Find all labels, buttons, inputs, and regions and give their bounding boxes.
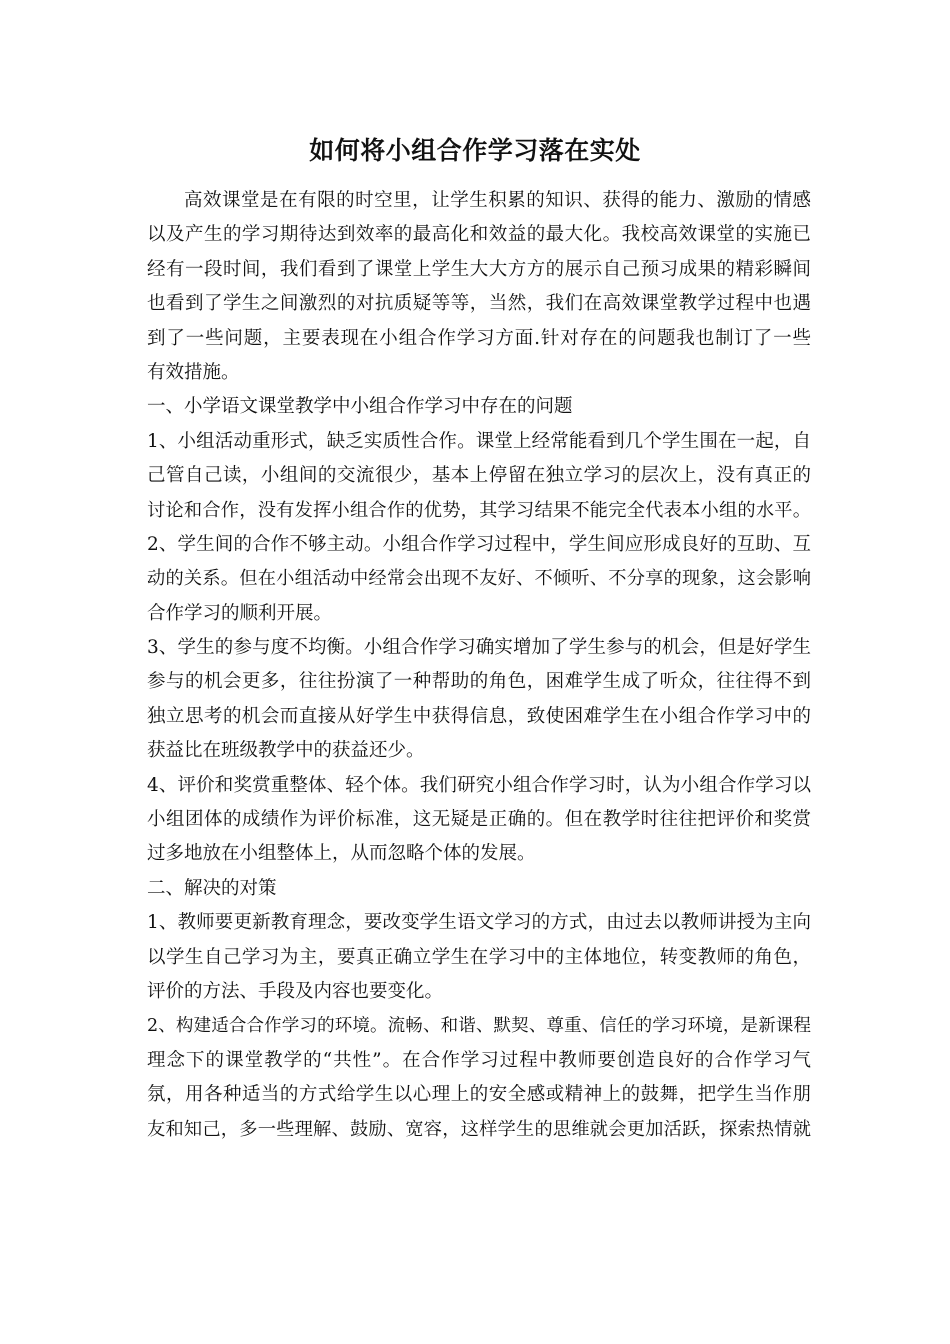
text-line: 一、小学语文课堂教学中小组合作学习中存在的问题	[147, 396, 573, 418]
text-line: 2、学生间的合作不够主动。小组合作学习过程中，学生间应形成良好的互助、互	[147, 533, 811, 555]
text-line: 评价的方法、手段及内容也要变化。	[147, 980, 444, 1002]
document-body	[147, 184, 811, 1147]
text-line: 以学生自己学习为主，要真正确立学生在学习中的主体地位，转变教师的角色，	[147, 946, 811, 968]
text-line: 到了一些问题，主要表现在小组合作学习方面.针对存在的问题我也制订了一些	[147, 327, 811, 349]
text-line: 参与的机会更多，往往扮演了一种帮助的角色，困难学生成了听众，往往得不到	[147, 671, 811, 693]
text-line: 过多地放在小组整体上，从而忽略个体的发展。	[147, 843, 536, 865]
text-line: 1、教师要更新教育理念，要改变学生语文学习的方式，由过去以教师讲授为主向	[147, 912, 811, 934]
text-line: 氛，用各种适当的方式给学生以心理上的安全感或精神上的鼓舞，把学生当作朋	[147, 1084, 811, 1106]
text-line: 2、构建适合合作学习的环境。流畅、和谐、默契、尊重、信任的学习环境，是新课程	[147, 1016, 811, 1037]
text-line: 也看到了学生之间激烈的对抗质疑等等，当然，我们在高效课堂教学过程中也遇	[147, 293, 811, 315]
text-line: 讨论和合作，没有发挥小组合作的优势，其学习结果不能完全代表本小组的水平。	[147, 499, 811, 521]
text-line: 理念下的课堂教学的“共性”。在合作学习过程中教师要创造良好的合作学习气	[147, 1049, 811, 1071]
text-line: 有效措施。	[147, 361, 240, 383]
text-line: 4、评价和奖赏重整体、轻个体。我们研究小组合作学习时，认为小组合作学习以	[147, 774, 811, 796]
text-line: 高效课堂是在有限的时空里，让学生积累的知识、获得的能力、激励的情感	[184, 190, 811, 211]
text-line: 己管自己读，小组间的交流很少，基本上停留在独立学习的层次上，没有真正的	[147, 465, 811, 487]
text-line: 3、学生的参与度不均衡。小组合作学习确实增加了学生参与的机会，但是好学生	[147, 637, 811, 659]
text-line: 友和知己，多一些理解、鼓励、宽容，这样学生的思维就会更加活跃，探索热情就	[147, 1118, 811, 1140]
page-title: 如何将小组合作学习落在实处	[309, 136, 641, 165]
text-line: 合作学习的顺利开展。	[147, 602, 333, 624]
text-line: 二、解决的对策	[147, 877, 277, 899]
text-line: 获益比在班级教学中的获益还少。	[147, 740, 425, 762]
text-line: 小组团体的成绩作为评价标准，这无疑是正确的。但在教学时往往把评价和奖赏	[147, 809, 811, 831]
text-line: 动的关系。但在小组活动中经常会出现不友好、不倾听、不分享的现象，这会影响	[147, 568, 811, 590]
text-line: 独立思考的机会而直接从好学生中获得信息，致使困难学生在小组合作学习中的	[147, 705, 811, 727]
text-line: 以及产生的学习期待达到效率的最高化和效益的最大化。我校高效课堂的实施已	[147, 224, 811, 246]
text-line: 经有一段时间，我们看到了课堂上学生大大方方的展示自己预习成果的精彩瞬间	[147, 258, 811, 280]
text-line: 1、小组活动重形式，缺乏实质性合作。课堂上经常能看到几个学生围在一起，自	[147, 430, 811, 452]
